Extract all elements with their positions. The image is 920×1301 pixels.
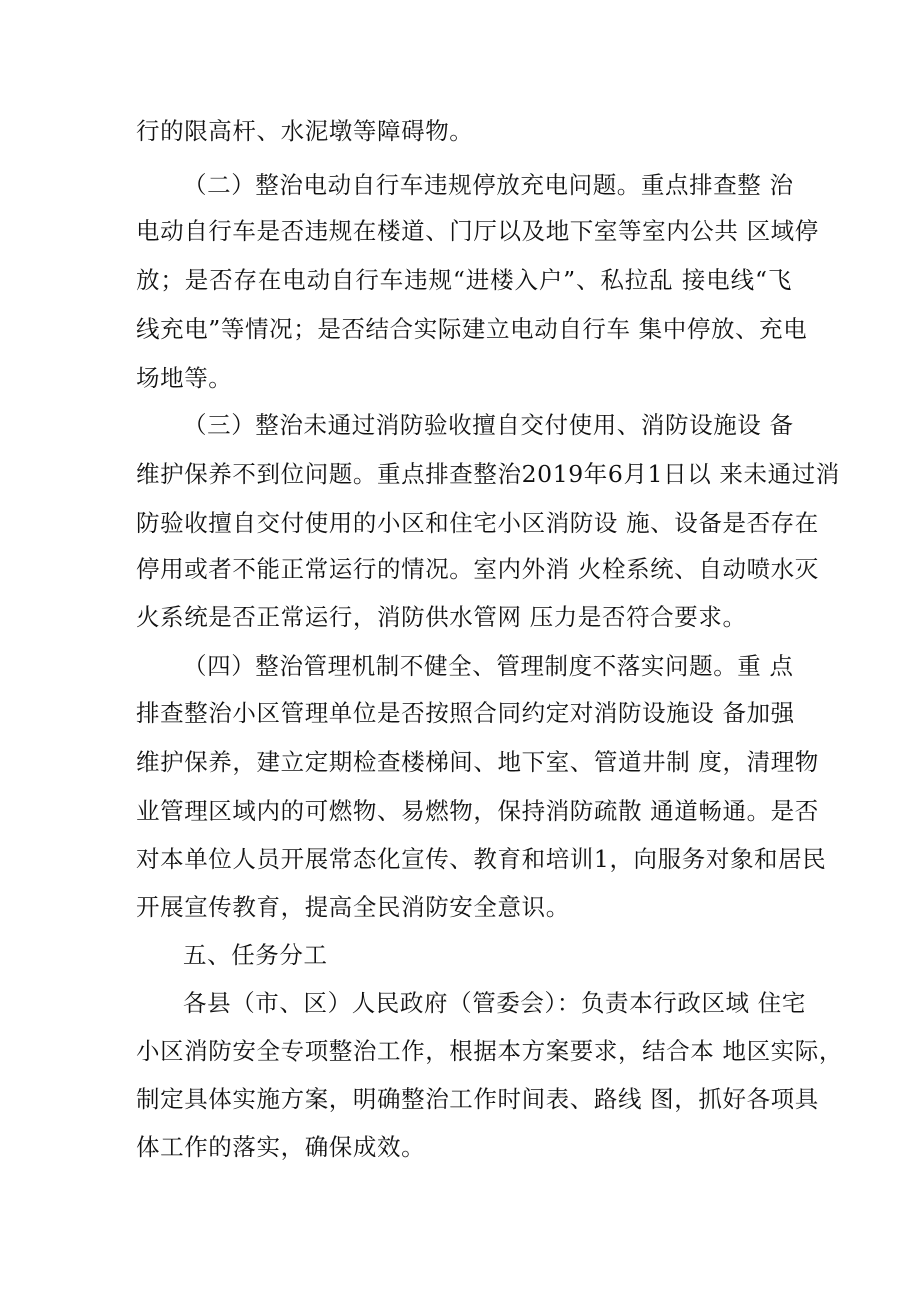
- text-line: 排查整治小区管理单位是否按照合同约定对消防设施设 备加强: [136, 699, 795, 727]
- text-line: （三）整治未通过消防验收擅自交付使用、消防设施设 备: [183, 411, 794, 439]
- section-heading: 五、任务分工: [183, 941, 328, 969]
- text-line: 维护保养不到位问题。重点排查整治2019年6月1日以 来未通过消: [136, 460, 840, 488]
- text-line: 放；是否存在电动自行车违规“进楼入户”、私拉乱 接电线“飞: [136, 266, 792, 294]
- text-line: 停用或者不能正常运行的情况。室内外消 火栓系统、自动喷水灭: [136, 555, 819, 583]
- text-line: 电动自行车是否违规在楼道、门厅以及地下室等室内公共 区域停: [136, 217, 819, 245]
- text-line: 维护保养，建立定期检查楼梯间、地下室、管道井制 度，清理物: [136, 748, 819, 776]
- text-line: 线充电”等情况；是否结合实际建立电动自行车 集中停放、充电: [136, 315, 808, 343]
- text-line: 体工作的落实，确保成效。: [136, 1133, 426, 1161]
- text-line: 小区消防安全专项整治工作，根据本方案要求，结合本 地区实际，: [136, 1037, 843, 1065]
- text-line: （二）整治电动自行车违规停放充电问题。重点排查整 治: [183, 171, 794, 199]
- text-line: 制定具体实施方案，明确整治工作时间表、路线 图，抓好各项具: [136, 1085, 819, 1113]
- text-line: 业管理区域内的可燃物、易燃物，保持消防疏散 通道畅通。是否: [136, 797, 819, 825]
- text-line: 开展宣传教育，提高全民消防安全意识。: [136, 893, 570, 921]
- text-line: 防验收擅自交付使用的小区和住宅小区消防设 施、设备是否存在: [136, 509, 819, 537]
- text-line: 对本单位人员开展常态化宣传、教育和培训1，向服务对象和居民: [136, 845, 827, 873]
- text-line: 场地等。: [136, 364, 233, 392]
- text-line: 火系统是否正常运行，消防供水管网 压力是否符合要求。: [136, 603, 747, 631]
- text-line: （四）整治管理机制不健全、管理制度不落实问题。重 点: [183, 652, 794, 680]
- text-line: 行的限高杆、水泥墩等障碍物。: [136, 117, 474, 145]
- text-line: 各县（市、区）人民政府（管委会）：负责本行政区域 住宅: [183, 989, 806, 1017]
